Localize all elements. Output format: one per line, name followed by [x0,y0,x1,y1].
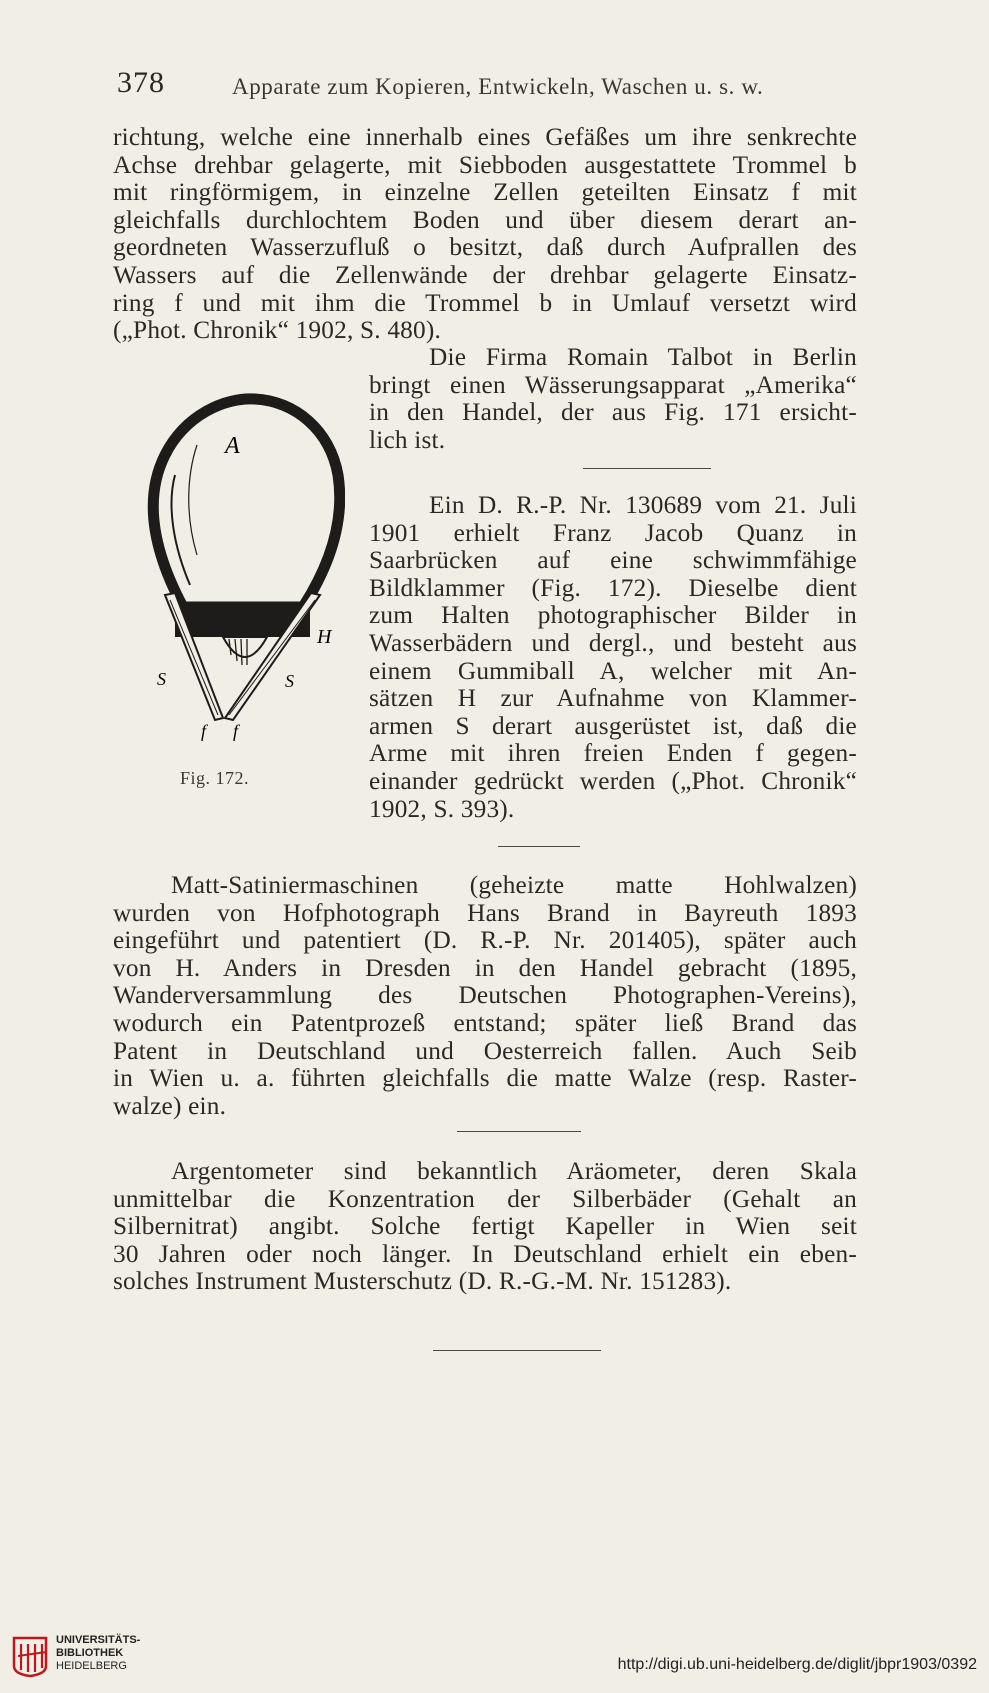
figure-caption: Fig. 172. [180,768,250,788]
text-line: Arme mit ihren freien Enden f gegen- [369,739,857,768]
text-line: sätzen H zur Aufnahme von Klammer- [369,684,857,713]
paragraph-5 [113,1158,857,1296]
label-A: A [225,433,240,459]
text-line: Bildklammer (Fig. 172). Dieselbe dient [369,573,857,602]
text-line: Die Firma Romain Talbot in Berlin [429,343,857,371]
section-divider [457,1131,581,1132]
text-line: wodurch ein Patentprozeß entstand; später ließ Brand das [113,1008,857,1037]
text-line: Argentometer sind bekanntlich Aräometer, deren Skala [171,1157,857,1185]
running-title: Apparate zum Kopieren, Entwickeln, Waschen u. s. w. [232,74,764,99]
clip-drawing [145,385,345,745]
text-line: („Phot. Chronik“ 1902, S. 480). [113,316,442,345]
text-line: Wasserbädern und dergl., und besteht aus [369,628,857,657]
label-f-right: f [233,721,239,741]
text-line: armen S derart ausgerüstet ist, daß die [369,711,857,740]
text-line: Wanderversammlung des Deutschen Photographen-Vereins), [113,981,857,1010]
text-line: Matt-Satiniermaschinen (geheizte matte Hohlwalzen) [171,871,857,899]
text-line: einander gedrückt werden („Phot. Chronik“ [369,766,857,795]
text-line: mit ringförmigem, in einzelne Zellen geteilten Einsatz f mit [113,178,857,207]
paragraph-2 [369,344,857,454]
text-line: einem Gummiball A, welcher mit An- [369,656,857,685]
text-line: Saarbrücken auf eine schwimmfähige [369,546,857,575]
figure-172-clip-illustration [145,385,345,745]
text-line: eingeführt und patentiert (D. R.-P. Nr. 201405), später auch [113,926,857,955]
section-divider [498,846,580,847]
text-line: Silbernitrat) angibt. Solche fertigt Kapeller in Wien seit [113,1212,857,1241]
text-line: von H. Anders in Dresden in den Handel gebracht (1895, [113,953,857,982]
text-line: in Wien u. a. führten gleichfalls die matte Walze (resp. Raster- [113,1064,857,1093]
paragraph-4 [113,872,857,1120]
text-line: lich ist. [369,425,446,454]
heidelberg-seal-icon [10,1634,50,1678]
text-line: Ein D. R.-P. Nr. 130689 vom 21. Juli [429,491,857,519]
label-H: H [317,626,332,648]
text-line: zum Halten photographischer Bilder in [369,601,857,630]
library-logo [10,1630,160,1682]
label-S-right: S [285,671,294,691]
text-line: wurden von Hofphotograph Hans Brand in Bayreuth 1893 [113,898,857,927]
text-line: Wassers auf die Zellenwände der drehbar gelagerte Einsatz- [113,260,857,289]
text-line: 1902, S. 393). [369,794,515,823]
text-line: Achse drehbar gelagerte, mit Siebboden ausgestattete Trommel b [113,150,857,179]
text-line: 30 Jahren oder noch länger. In Deutschland erhielt ein eben- [113,1239,857,1268]
text-line: unmittelbar die Konzentration der Silberbäder (Gehalt an [113,1184,857,1213]
text-line: bringt einen Wässerungsapparat „Amerika“ [369,370,857,399]
label-f-left: f [201,721,207,741]
page-number: 378 [117,66,165,99]
text-line: geordneten Wasserzufluß o besitzt, daß durch Aufprallen des [113,233,857,262]
text-line: walze) ein. [113,1091,227,1120]
page-header [117,66,857,106]
text-line: 1901 erhielt Franz Jacob Quanz in [369,518,857,547]
library-name: UNIVERSITÄTS- BIBLIOTHEK HEIDELBERG [56,1634,141,1672]
text-line: solches Instrument Musterschutz (D. R.-G.-M. Nr. 151283). [113,1267,732,1296]
rubber-ball-outline [153,399,340,607]
label-S-left: S [157,669,166,689]
section-divider [433,1350,601,1351]
text-line: in den Handel, der aus Fig. 171 ersicht- [369,398,857,427]
paragraph-3 [369,492,857,823]
section-divider [583,468,711,469]
text-line: richtung, welche eine innerhalb eines Gefäßes um ihre senkrechte [113,123,857,151]
text-line: ring f und mit ihm die Trommel b in Umlauf versetzt wird [113,288,857,317]
text-line: Patent in Deutschland und Oesterreich fallen. Auch Seib [113,1036,857,1065]
permalink-url[interactable]: http://digi.ub.uni-heidelberg.de/diglit/jbpr1903/0392 [617,1656,977,1673]
text-line: gleichfalls durchlochtem Boden und über diesem derart an- [113,205,857,234]
paragraph-1 [113,124,857,345]
